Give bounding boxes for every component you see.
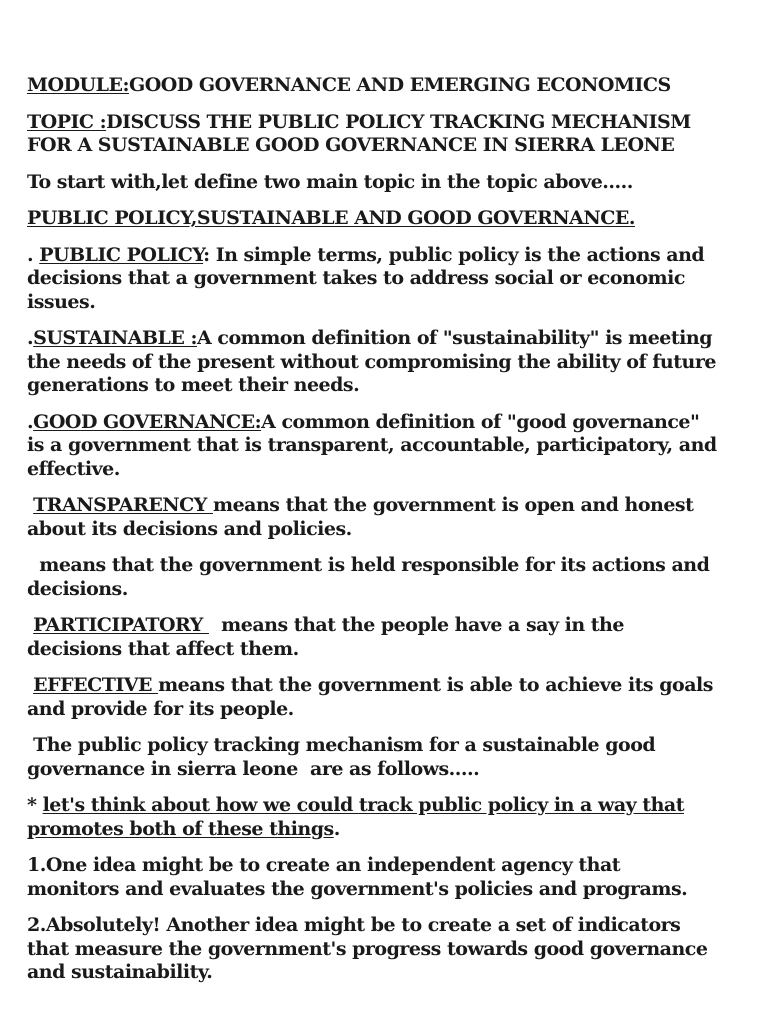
mechanism-intro: The public policy tracking mechanism for a sustainable good governance in sierra leone are as follows..... xyxy=(27,734,662,780)
definition-sustainable xyxy=(27,327,717,398)
document-page xyxy=(27,74,717,998)
subheading-text: PUBLIC POLICY,SUSTAINABLE AND GOOD GOVERNANCE. xyxy=(27,207,635,229)
term-label: PARTICIPATORY xyxy=(33,614,209,636)
definition-text: A common definition of "sustainability" is meeting the needs of the present without compromising the ability of future generations to meet their needs. xyxy=(27,327,716,396)
term-text: means that the government is able to achieve its goals and provide for its people. xyxy=(27,674,713,720)
module-title: GOOD GOVERNANCE AND EMERGING ECONOMICS xyxy=(128,74,671,96)
definition-prefix: . xyxy=(27,243,40,266)
subheading xyxy=(27,207,717,231)
topic-label: TOPIC : xyxy=(27,110,107,133)
term-text: means that the government is open and honest about its decisions and policies. xyxy=(27,494,694,540)
definition-prefix: . xyxy=(27,327,34,349)
term-accountable xyxy=(27,554,717,601)
module-label: MODULE: xyxy=(27,74,129,96)
point-2: 2.Absolutely! Another idea might be to create a set of indicators that measure the government's progress towards good governance and sustainability. xyxy=(27,914,708,983)
definition-text: : In simple terms, public policy is the actions and decisions that a government takes to address social or economic issues. xyxy=(27,243,705,313)
think-line xyxy=(27,794,717,841)
definition-public-policy xyxy=(27,244,717,315)
term-transparency xyxy=(27,494,717,541)
term-text: means that the government is held responsible for its actions and decisions. xyxy=(27,554,716,600)
term-label: EFFECTIVE xyxy=(33,674,159,696)
definition-good-governance xyxy=(27,411,717,482)
definition-term: PUBLIC POLICY xyxy=(39,243,204,266)
definition-text: A common definition of "good governance" is a government that is transparent, accountable, participatory, and effective. xyxy=(27,410,717,480)
term-effective xyxy=(27,674,717,721)
definition-term: SUSTAINABLE : xyxy=(33,327,198,349)
think-suffix: . xyxy=(333,817,340,840)
point-1: 1.One idea might be to create an independent agency that monitors and evaluates the government's policies and programs. xyxy=(27,854,688,900)
topic-title: DISCUSS THE PUBLIC POLICY TRACKING MECHANISM FOR A SUSTAINABLE GOOD GOVERNANCE IN SIERRA LEONE xyxy=(27,110,691,156)
term-text: means that the people have a say in the decisions that affect them. xyxy=(27,614,631,660)
definition-prefix: . xyxy=(27,410,34,433)
module-line xyxy=(27,74,717,98)
definition-term: GOOD GOVERNANCE: xyxy=(33,410,262,433)
term-label: TRANSPARENCY xyxy=(33,494,213,516)
topic-line xyxy=(27,111,717,158)
term-participatory xyxy=(27,614,717,661)
think-text: let's think about how we could track public policy in a way that promotes both of these things xyxy=(27,794,684,840)
intro-paragraph: To start with,let define two main topic in the topic above..... xyxy=(27,170,633,193)
think-prefix: * xyxy=(27,794,43,816)
